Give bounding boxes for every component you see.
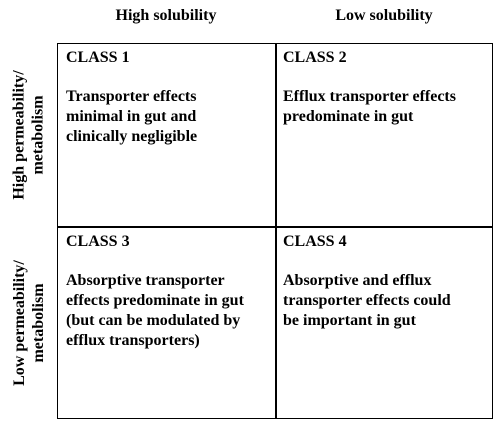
- cell-class-3-title: CLASS 3: [66, 233, 130, 250]
- row-header-high-line-1: High permeability/: [10, 69, 28, 200]
- grid-horizontal-divider: [58, 226, 492, 228]
- cell-class-4-line: transporter effects could: [283, 292, 451, 309]
- cell-class-4-line: Absorptive and efflux: [283, 272, 432, 289]
- cell-class-4-description: [283, 271, 488, 331]
- cell-class-2-line: predominate in gut: [283, 108, 414, 125]
- cell-class-2: [283, 48, 488, 127]
- grid-vertical-divider: [275, 44, 277, 418]
- cell-class-1-line: clinically negligible: [66, 128, 198, 145]
- row-header-low-line-1: Low permeability/: [10, 259, 28, 386]
- cell-class-2-title: CLASS 2: [283, 49, 347, 66]
- cell-class-4-title: CLASS 4: [283, 233, 347, 250]
- cell-class-3-line: effects predominate in gut: [66, 292, 244, 309]
- cell-class-2-description: [283, 87, 488, 127]
- cell-class-4: [283, 232, 488, 331]
- cell-class-1-description: [66, 87, 271, 147]
- cell-class-3-description: [66, 271, 271, 351]
- classification-grid: [57, 43, 493, 419]
- cell-class-1-line: Transporter effects: [66, 88, 197, 105]
- cell-class-1: [66, 48, 271, 147]
- row-header-low-permeability-text: [10, 260, 48, 386]
- cell-class-3-line: efflux transporters): [66, 332, 200, 349]
- cell-class-2-line: Efflux transporter effects: [283, 88, 456, 105]
- row-header-low-line-2: metabolism: [29, 282, 47, 363]
- column-header-high-solubility: High solubility: [115, 7, 217, 24]
- column-header-low-solubility: Low solubility: [335, 7, 433, 24]
- row-header-high-line-2: metabolism: [29, 94, 47, 175]
- cell-class-4-line: be important in gut: [283, 312, 416, 329]
- cell-class-1-title: CLASS 1: [66, 49, 130, 66]
- cell-class-3: [66, 232, 271, 351]
- row-header-low-permeability: [0, 226, 57, 419]
- row-header-high-permeability: [0, 43, 57, 226]
- cell-class-3-line: Absorptive transporter: [66, 272, 225, 289]
- cell-class-3-line: (but can be modulated by: [66, 312, 241, 329]
- row-header-high-permeability-text: [10, 70, 48, 199]
- cell-class-1-line: minimal in gut and: [66, 108, 197, 125]
